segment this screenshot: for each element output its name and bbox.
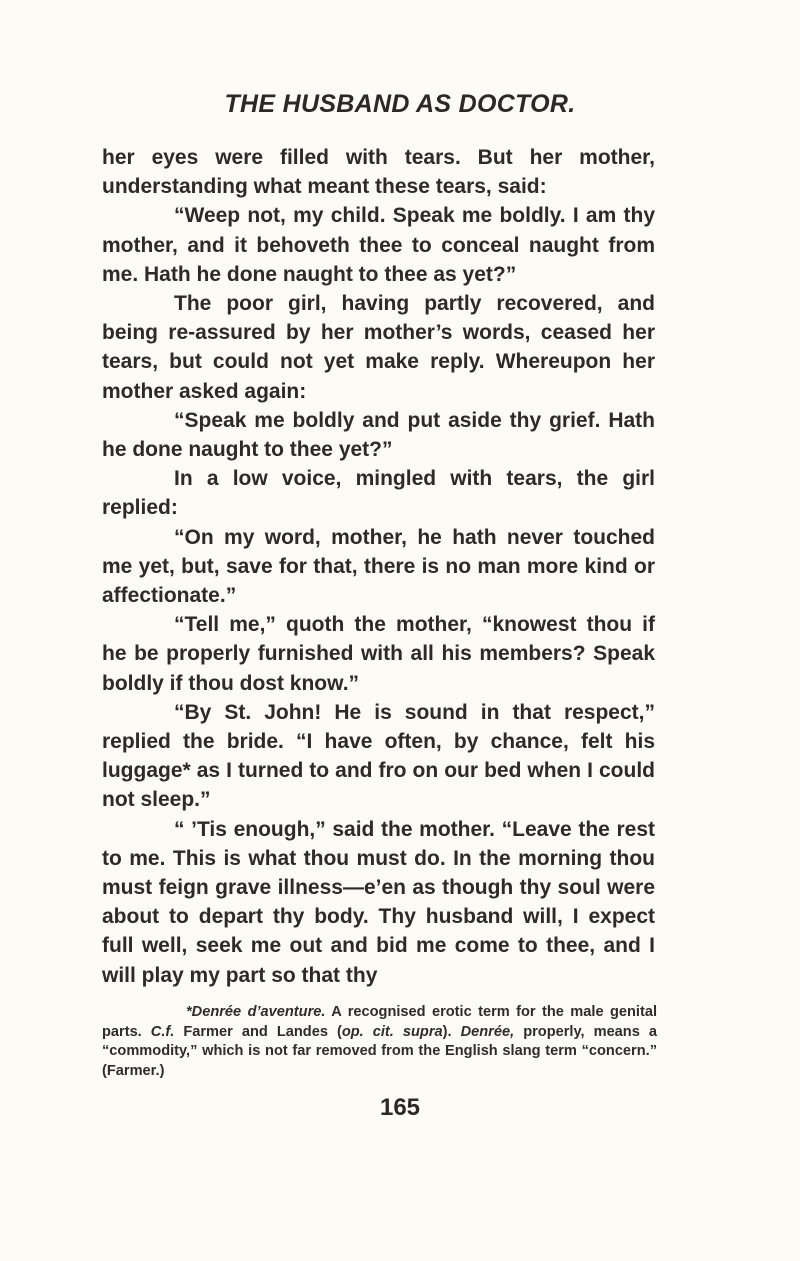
paragraph: her eyes were filled with tears. But her mother, understanding what meant these tears, said: xyxy=(102,146,655,199)
footnote-cf: C.f. xyxy=(150,1023,175,1040)
footnote-segment: properly, means a “commodity,” which is not far removed from the English slang term “concern.” (Farmer.) xyxy=(102,1023,657,1079)
paragraph: “Tell me,” quoth the mother, “knowest thou if he be properly furnished with all his members? Speak boldly if thou dost know.” xyxy=(102,613,655,695)
paragraph: “ ’Tis enough,” said the mother. “Leave the rest to me. This is what thou must do. In the morning thou must feign grave illness—e’en as though thy soul were about to depart thy body. Thy husband will, I expect full well, seek me out and bid me come to thee, and I will play my part so that thy xyxy=(102,817,655,987)
paragraph: The poor girl, having partly recovered, and being re-assured by her mother’s words, ceased her tears, but could not yet make reply. Whereupon her mother asked again: xyxy=(102,292,655,403)
paragraph: “By St. John! He is sound in that respect,” replied the bride. “I have often, by chance, felt his luggage* as I turned to and fro on our bed when I could not sleep.” xyxy=(102,700,655,812)
body-text xyxy=(102,143,655,990)
footnote-denree: Denrée, xyxy=(460,1023,515,1040)
paragraph: “Speak me boldly and put aside thy grief. Hath he done naught to thee yet?” xyxy=(102,408,655,462)
footnote-segment: A recognised erotic term for the male genital parts. xyxy=(102,1004,658,1040)
footnote-text xyxy=(102,1003,657,1081)
footnote xyxy=(102,1003,657,1081)
paragraph: In a low voice, mingled with tears, the girl replied: xyxy=(102,467,655,520)
footnote-term: *Denrée d’aventure. xyxy=(186,1004,326,1020)
footnote-segment: ). xyxy=(442,1023,461,1040)
running-head: THE HUSBAND AS DOCTOR. xyxy=(224,90,576,118)
paragraph: “Weep not, my child. Speak me boldly. I am thy mother, and it behoveth thee to conceal naught from me. Hath he done naught to thee as yet?” xyxy=(102,204,655,286)
footnote-opcit: op. cit. supra xyxy=(341,1023,443,1040)
footnote-segment: Farmer and Landes ( xyxy=(174,1023,342,1040)
page-number: 165 xyxy=(379,1094,421,1121)
paragraph: “On my word, mother, he hath never touched me yet, but, save for that, there is no man more kind or affectionate.” xyxy=(102,525,655,608)
